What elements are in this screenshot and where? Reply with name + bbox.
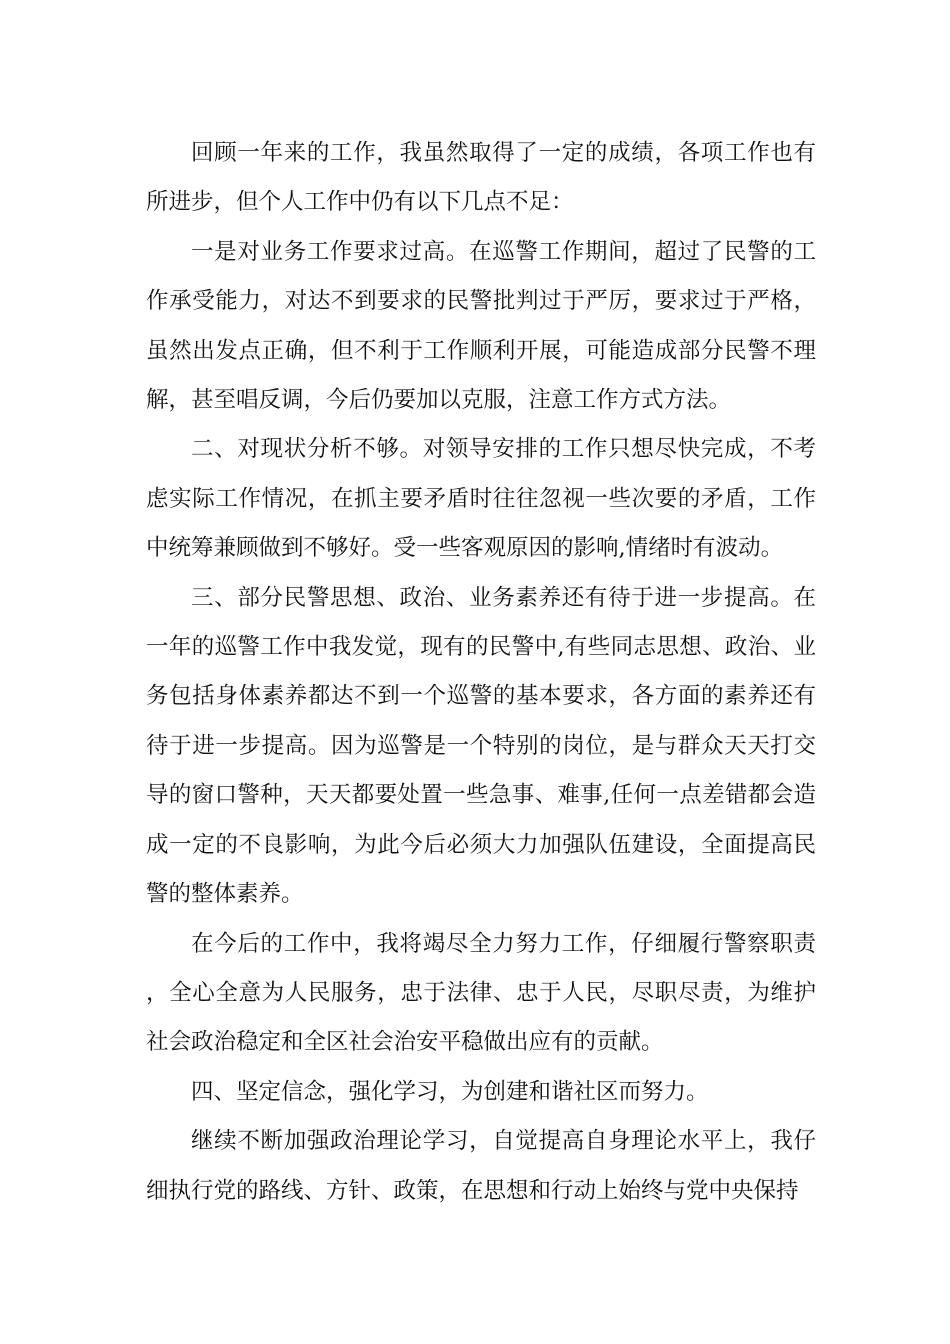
paragraph-point-one: 一是对业务工作要求过高。在巡警工作期间，超过了民警的工作承受能力，对达不到要求的民警批判过于严厉，要求过于严格，虽然出发点正确，但不利于工作顺利开展，可能造成部分民警不理解，甚至唱反调，今后仍要加以克服，注意工作方式方法。 bbox=[146, 238, 816, 414]
paragraph-point-two: 二、对现状分析不够。对领导安排的工作只想尽快完成，不考虑实际工作情况，在抓主要矛盾时往往忽视一些次要的矛盾，工作中统筹兼顾做到不够好。受一些客观原因的影响,情绪时有波动。 bbox=[146, 436, 816, 562]
document-body bbox=[146, 129, 816, 1216]
paragraph-continue-study: 继续不断加强政治理论学习，自觉提高自身理论水平上，我仔细执行党的路线、方针、政策，在思想和行动上始终与党中央保持 bbox=[146, 1128, 816, 1204]
paragraph-review: 回顾一年来的工作，我虽然取得了一定的成绩，各项工作也有所进步，但个人工作中仍有以下几点不足： bbox=[146, 140, 816, 216]
paragraph-future-work: 在今后的工作中，我将竭尽全力努力工作，仔细履行警察职责，全心全意为人民服务，忠于法律、忠于人民，尽职尽责，为维护社会政治稳定和全区社会治安平稳做出应有的贡献。 bbox=[146, 930, 816, 1056]
paragraph-point-three: 三、部分民警思想、政治、业务素养还有待于进一步提高。在一年的巡警工作中我发觉，现有的民警中,有些同志思想、政治、业务包括身体素养都达不到一个巡警的基本要求，各方面的素养还有待于进一步提高。因为巡警是一个特别的岗位，是与群众天天打交导的窗口警种，天天都要处置一些急事、难事,任何一点差错都会造成一定的不良影响，为此今后必须大力加强队伍建设，全面提高民警的整体素养。 bbox=[146, 584, 816, 908]
paragraph-point-four-heading: 四、坚定信念，强化学习，为创建和谐社区而努力。 bbox=[191, 1078, 709, 1105]
